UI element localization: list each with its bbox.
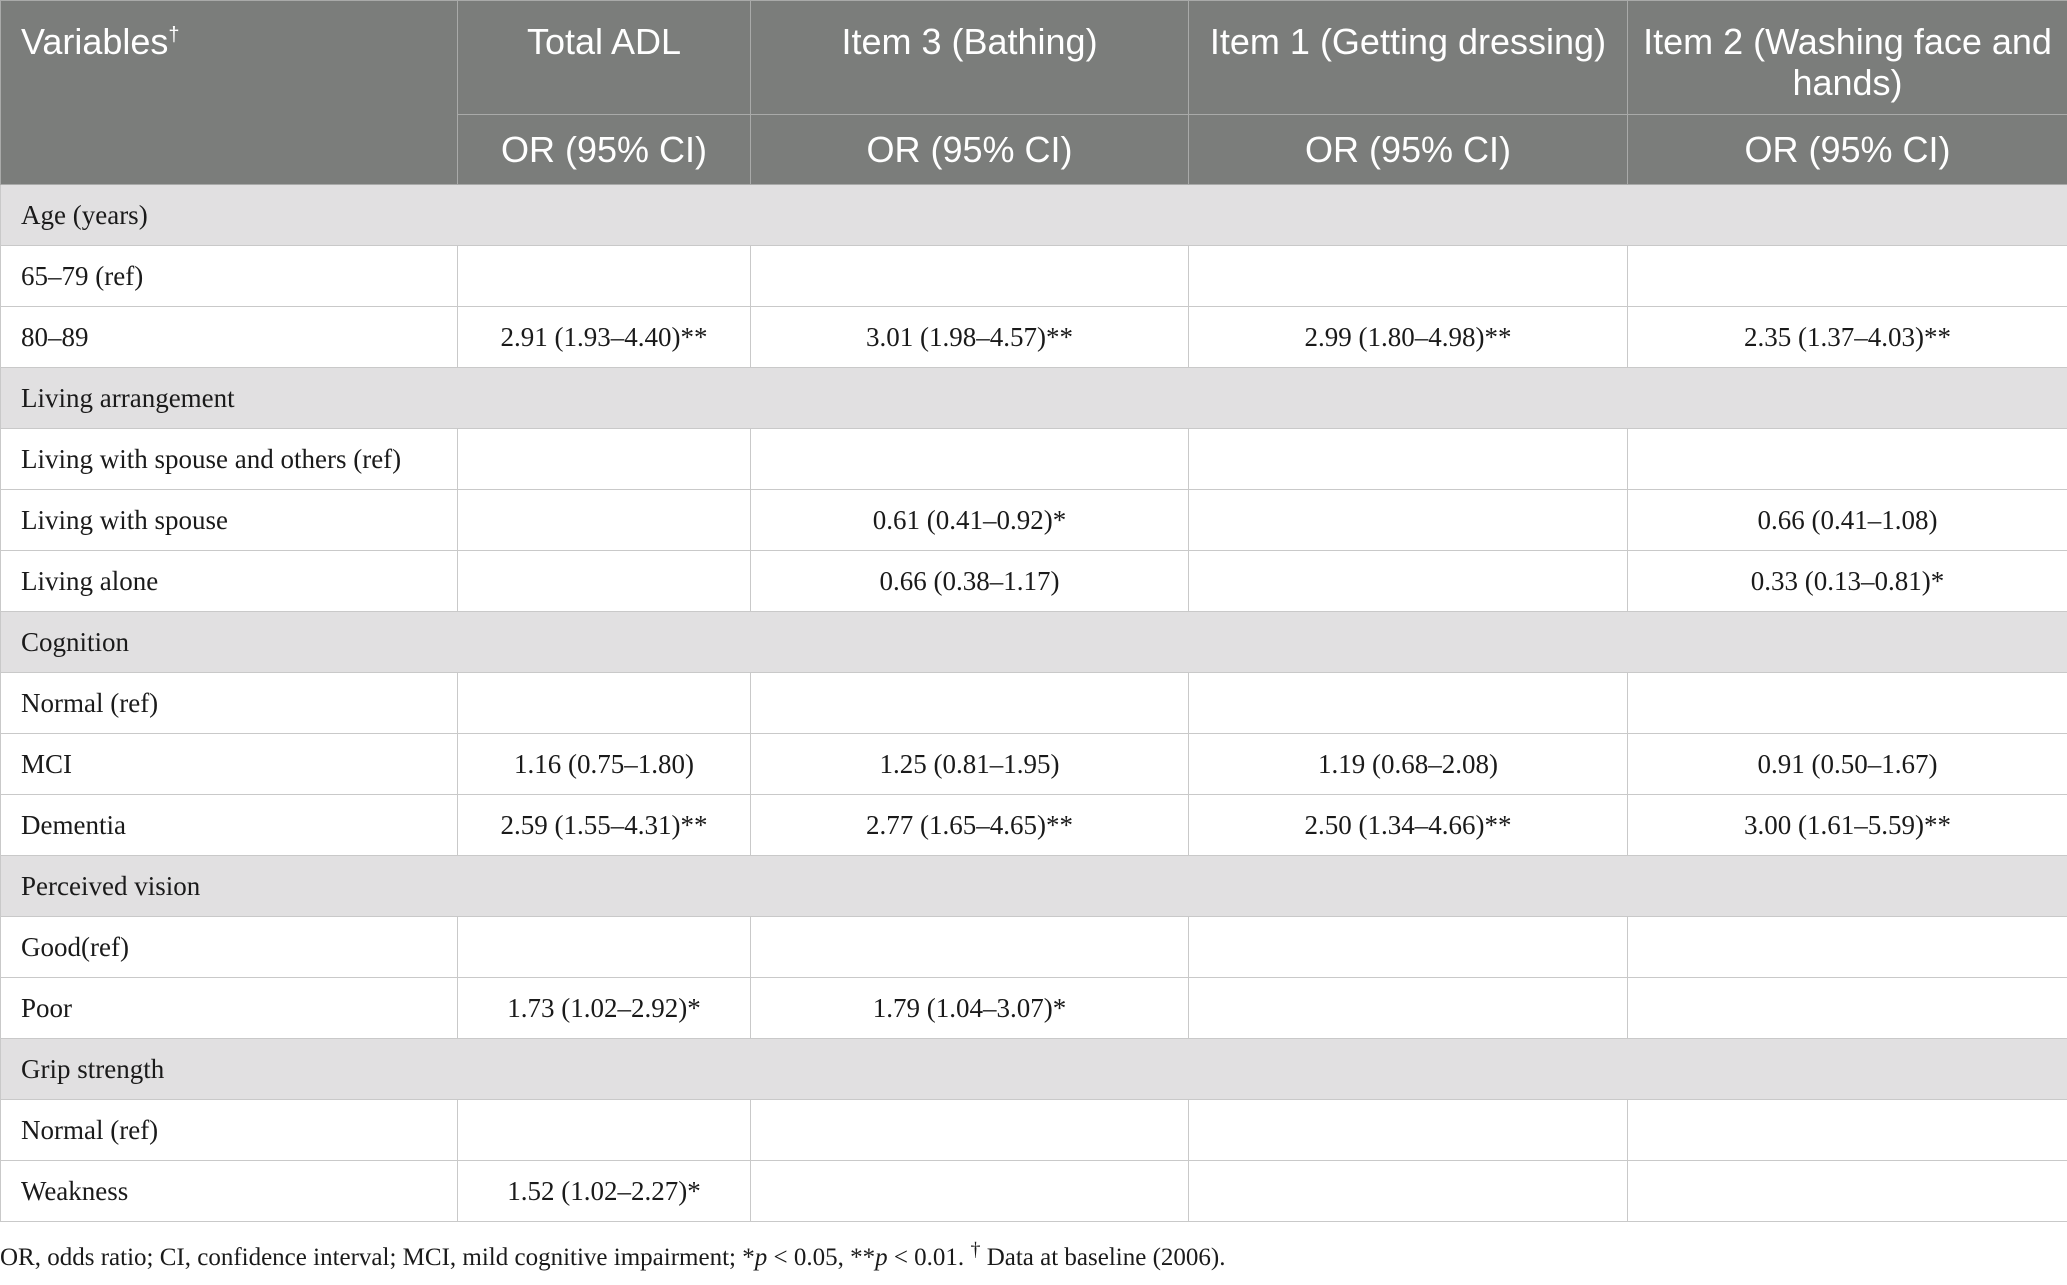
row-label: Living with spouse — [1, 490, 458, 551]
row-label: Good(ref) — [1, 917, 458, 978]
table-cell — [1189, 429, 1628, 490]
column-header: Item 1 (Getting dressing) — [1189, 1, 1628, 115]
table-cell — [1628, 673, 2067, 734]
table-cell — [458, 1100, 751, 1161]
table-cell: 1.73 (1.02–2.92)* — [458, 978, 751, 1039]
table-cell: 0.33 (0.13–0.81)* — [1628, 551, 2067, 612]
table-cell — [751, 673, 1189, 734]
table-cell: 1.19 (0.68–2.08) — [1189, 734, 1628, 795]
dagger-mark: † — [168, 24, 180, 46]
column-header: Item 2 (Washing face and hands) — [1628, 1, 2067, 115]
row-label: Poor — [1, 978, 458, 1039]
table-cell: 1.52 (1.02–2.27)* — [458, 1161, 751, 1222]
row-label: 65–79 (ref) — [1, 246, 458, 307]
table-cell — [458, 490, 751, 551]
table-cell — [1189, 1100, 1628, 1161]
table-row — [1, 1161, 2067, 1222]
group-header-row — [1, 1039, 2067, 1100]
table-row — [1, 978, 2067, 1039]
row-label: Normal (ref) — [1, 673, 458, 734]
group-header-row — [1, 856, 2067, 917]
table-row — [1, 734, 2067, 795]
group-header-row — [1, 368, 2067, 429]
table-cell — [1628, 246, 2067, 307]
table-row — [1, 917, 2067, 978]
table-cell: 2.91 (1.93–4.40)** — [458, 307, 751, 368]
table-cell — [1189, 917, 1628, 978]
table-cell — [1189, 246, 1628, 307]
row-label: MCI — [1, 734, 458, 795]
row-label: 80–89 — [1, 307, 458, 368]
table-row — [1, 1100, 2067, 1161]
column-subheader: OR (95% CI) — [1189, 115, 1628, 185]
group-header-row — [1, 612, 2067, 673]
table-row — [1, 307, 2067, 368]
variables-header — [1, 1, 458, 185]
table-body — [1, 185, 2067, 1222]
table-row — [1, 551, 2067, 612]
row-label: Dementia — [1, 795, 458, 856]
table-cell: 0.61 (0.41–0.92)* — [751, 490, 1189, 551]
table-cell — [1628, 1161, 2067, 1222]
table-cell — [1628, 429, 2067, 490]
table-cell — [458, 246, 751, 307]
table-cell — [1189, 490, 1628, 551]
table-row — [1, 490, 2067, 551]
group-label: Perceived vision — [1, 856, 2067, 917]
row-label: Living alone — [1, 551, 458, 612]
variables-label: Variables — [21, 21, 169, 62]
table-cell — [1628, 917, 2067, 978]
table-footnote: OR, odds ratio; CI, confidence interval; MCI, mild cognitive impairment; *p < 0.05, **p < 0.01. † Data at baseline (2006). — [0, 1238, 1226, 1271]
table-cell: 3.00 (1.61–5.59)** — [1628, 795, 2067, 856]
table-cell: 3.01 (1.98–4.57)** — [751, 307, 1189, 368]
column-subheader: OR (95% CI) — [1628, 115, 2067, 185]
table-cell: 0.66 (0.41–1.08) — [1628, 490, 2067, 551]
table-cell — [751, 1161, 1189, 1222]
row-label: Weakness — [1, 1161, 458, 1222]
table-cell — [751, 1100, 1189, 1161]
table-cell — [1628, 978, 2067, 1039]
table-row — [1, 795, 2067, 856]
table-cell: 2.50 (1.34–4.66)** — [1189, 795, 1628, 856]
column-header: Item 3 (Bathing) — [751, 1, 1189, 115]
group-label: Cognition — [1, 612, 2067, 673]
table-cell: 1.16 (0.75–1.80) — [458, 734, 751, 795]
table-cell: 1.79 (1.04–3.07)* — [751, 978, 1189, 1039]
table-cell: 2.99 (1.80–4.98)** — [1189, 307, 1628, 368]
table-cell: 2.77 (1.65–4.65)** — [751, 795, 1189, 856]
table-cell — [458, 429, 751, 490]
table-cell — [1189, 1161, 1628, 1222]
column-header: Total ADL — [458, 1, 751, 115]
row-label: Normal (ref) — [1, 1100, 458, 1161]
group-header-row — [1, 185, 2067, 246]
table-cell — [458, 917, 751, 978]
table-cell — [458, 673, 751, 734]
table-row — [1, 429, 2067, 490]
table-cell: 0.66 (0.38–1.17) — [751, 551, 1189, 612]
table-cell — [1189, 978, 1628, 1039]
table-cell — [458, 551, 751, 612]
table-cell: 2.35 (1.37–4.03)** — [1628, 307, 2067, 368]
table-cell — [751, 246, 1189, 307]
table-cell: 1.25 (0.81–1.95) — [751, 734, 1189, 795]
table-cell — [751, 917, 1189, 978]
table-row — [1, 673, 2067, 734]
column-subheader: OR (95% CI) — [751, 115, 1189, 185]
table-cell — [751, 429, 1189, 490]
table-cell: 0.91 (0.50–1.67) — [1628, 734, 2067, 795]
group-label: Age (years) — [1, 185, 2067, 246]
group-label: Living arrangement — [1, 368, 2067, 429]
table-row — [1, 246, 2067, 307]
table-cell — [1628, 1100, 2067, 1161]
table-cell — [1189, 673, 1628, 734]
table-cell — [1189, 551, 1628, 612]
table-cell: 2.59 (1.55–4.31)** — [458, 795, 751, 856]
row-label: Living with spouse and others (ref) — [1, 429, 458, 490]
group-label: Grip strength — [1, 1039, 2067, 1100]
column-subheader: OR (95% CI) — [458, 115, 751, 185]
table-header — [1, 1, 2067, 185]
